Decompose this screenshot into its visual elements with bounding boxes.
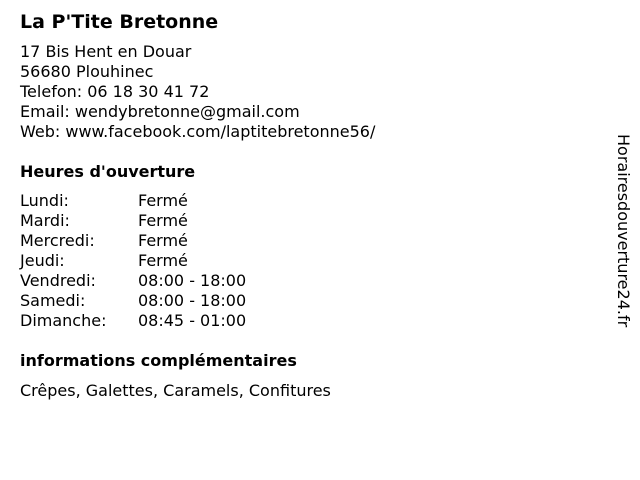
day-label: Lundi: [20,191,69,210]
day-label: Samedi: [20,291,86,310]
additional-info-text: Crêpes, Galettes, Caramels, Confitures [20,381,331,400]
day-hours: Fermé [138,191,188,210]
hours-row-wednesday [20,231,590,251]
day-hours: Fermé [138,231,188,250]
hours-row-friday [20,271,590,291]
day-label: Vendredi: [20,271,96,290]
business-name: La P'Tite Bretonne [20,11,219,33]
hours-row-tuesday [20,211,590,231]
day-hours: Fermé [138,251,188,270]
day-label: Mardi: [20,211,70,230]
hours-row-monday [20,191,590,211]
day-label: Jeudi: [20,251,65,270]
additional-info-heading: informations complémentaires [20,351,297,370]
opening-hours-table [20,191,590,331]
day-label: Mercredi: [20,231,95,250]
business-card [20,10,590,401]
hours-row-saturday [20,291,590,311]
phone-number: Telefon: 06 18 30 41 72 [20,82,210,101]
email-address: Email: wendybretonne@gmail.com [20,102,300,121]
hours-row-sunday [20,311,590,331]
street-address: 17 Bis Hent en Douar [20,42,192,61]
day-hours: 08:45 - 01:00 [138,311,247,330]
hours-row-thursday [20,251,590,271]
site-watermark-text: Horairesdouverture24.fr [614,134,633,328]
day-label: Dimanche: [20,311,107,330]
day-hours: Fermé [138,211,188,230]
website: Web: www.facebook.com/laptitebretonne56/ [20,122,376,141]
city-postal: 56680 Plouhinec [20,62,154,81]
opening-hours-heading: Heures d'ouverture [20,162,196,181]
day-hours: 08:00 - 18:00 [138,291,247,310]
day-hours: 08:00 - 18:00 [138,271,247,290]
address-block [20,42,590,142]
site-watermark [613,134,633,344]
